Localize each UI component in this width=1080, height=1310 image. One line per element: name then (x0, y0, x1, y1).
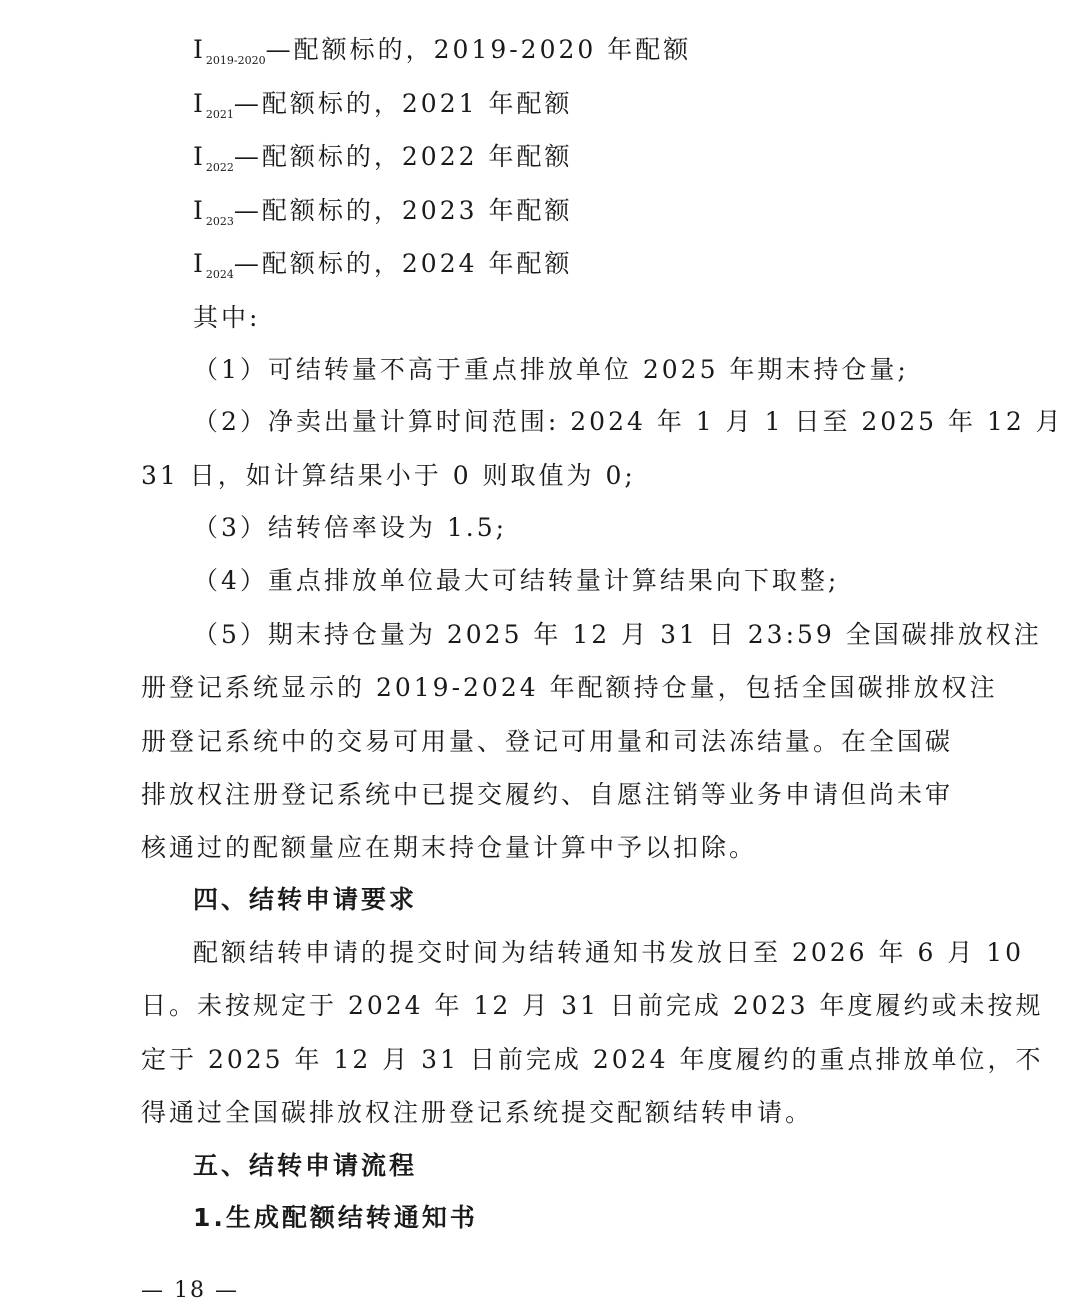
variable-symbol: I (193, 196, 206, 225)
section-5-subheading: 1.生成配额结转通知书 (193, 1203, 478, 1232)
variable-subscript: 2019-2020 (205, 54, 266, 67)
section-4-line-3: 定于 2025 年 12 月 31 日前完成 2024 年度履约的重点排放单位，不 (141, 1045, 1044, 1074)
note-5-line-5: 核通过的配额量应在期末持仓量计算中予以扣除。 (141, 833, 758, 862)
variable-symbol: I (193, 35, 206, 64)
page-number: — 18 — (141, 1278, 239, 1303)
section-4-heading: 四、结转申请要求 (193, 885, 418, 914)
variable-subscript: 2024 (205, 268, 234, 281)
variable-subscript: 2021 (205, 108, 234, 121)
variable-subscript: 2022 (205, 161, 234, 174)
note-2-line-2: 31 日，如计算结果小于 0 则取值为 0; (141, 461, 636, 490)
definition-line (193, 141, 572, 184)
note-5-line-3: 册登记系统中的交易可用量、登记可用量和司法冻结量。在全国碳 (141, 727, 954, 756)
note-3: （3）结转倍率设为 1.5; (193, 513, 508, 542)
definition-text: —配额标的，2022 年配额 (233, 142, 573, 171)
variable-symbol: I (193, 249, 206, 278)
definition-text: —配额标的，2019-2020 年配额 (265, 35, 692, 64)
note-5-line-2: 册登记系统显示的 2019-2024 年配额持仓量，包括全国碳排放权注 (141, 673, 998, 702)
note-4: （4）重点排放单位最大可结转量计算结果向下取整; (193, 566, 840, 595)
note-5-line-4: 排放权注册登记系统中已提交履约、自愿注销等业务申请但尚未审 (141, 780, 954, 809)
note-1: （1）可结转量不高于重点排放单位 2025 年期末持仓量; (193, 355, 909, 384)
note-5-line-1: （5）期末持仓量为 2025 年 12 月 31 日 23:59 全国碳排放权注 (193, 620, 1042, 649)
section-5-heading: 五、结转申请流程 (193, 1151, 418, 1180)
variable-symbol: I (193, 89, 206, 118)
section-4-line-4: 得通过全国碳排放权注册登记系统提交配额结转申请。 (141, 1098, 814, 1127)
definition-text: —配额标的，2021 年配额 (233, 89, 573, 118)
variable-subscript: 2023 (205, 215, 234, 228)
definition-line (193, 88, 572, 131)
definition-text: —配额标的，2023 年配额 (233, 196, 573, 225)
note-2-line-1: （2）净卖出量计算时间范围: 2024 年 1 月 1 日至 2025 年 12 月 (193, 407, 1064, 436)
definition-line (193, 195, 572, 238)
variable-symbol: I (193, 142, 206, 171)
definition-line (193, 34, 691, 77)
section-4-line-2: 日。未按规定于 2024 年 12 月 31 日前完成 2023 年度履约或未按规 (141, 991, 1044, 1020)
definition-text: —配额标的，2024 年配额 (233, 249, 573, 278)
definition-line (193, 248, 572, 291)
section-4-line-1: 配额结转申请的提交时间为结转通知书发放日至 2026 年 6 月 10 (193, 938, 1025, 967)
where-label: 其中: (193, 303, 261, 332)
